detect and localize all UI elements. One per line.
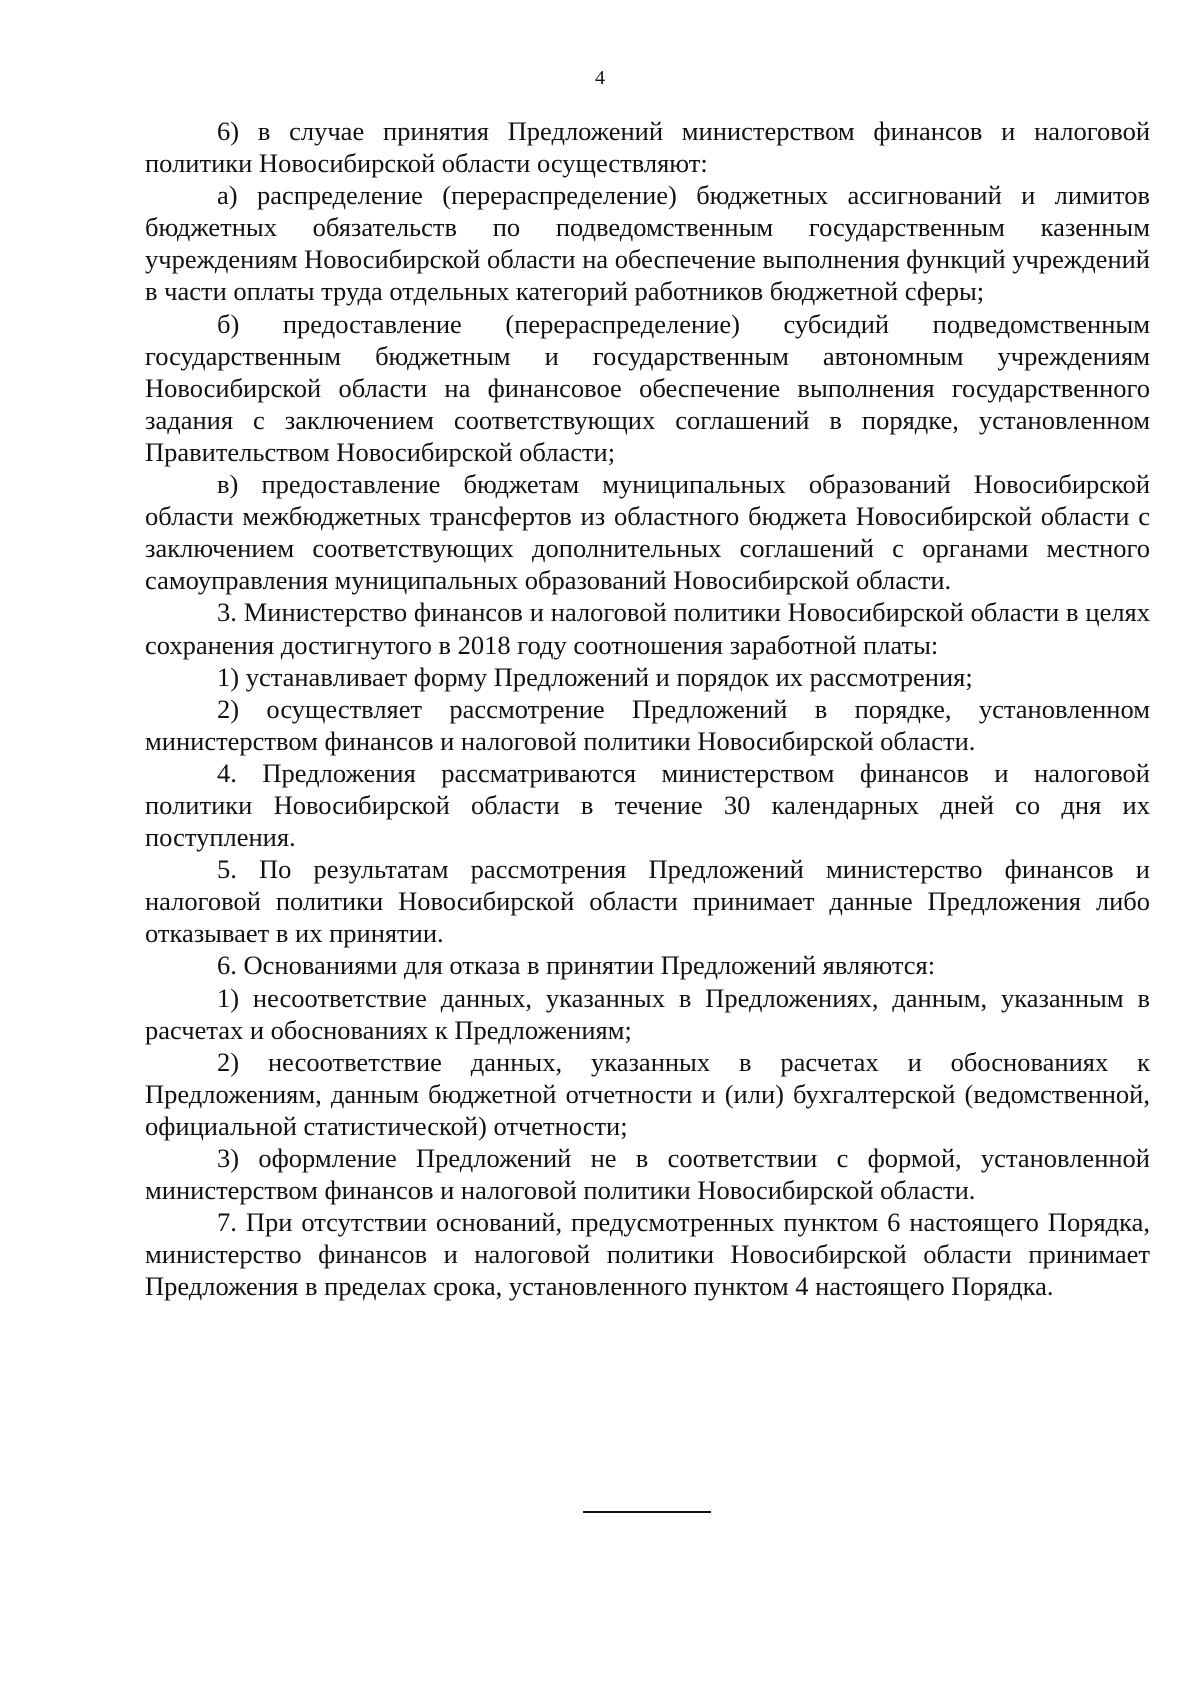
paragraph-6-1: 1) несоответствие данных, указанных в Предложениях, данным, указанным в расчетах и обоснованиях к Предложениям; bbox=[145, 982, 1150, 1045]
paragraph-6-2: 2) несоответствие данных, указанных в расчетах и обоснованиях к Предложениям, данным бюджетной отчетности и (или) бухгалтерской (ведомственной, официальной статистической) отчетности; bbox=[145, 1046, 1150, 1141]
paragraph-6b-v: в) предоставление бюджетам муниципальных образований Новосибирской области межбюджетных трансфертов из областного бюджета Новосибирской области с заключением соответствующих дополнительных соглашений с органами местного самоуправления муниципальных образований Новосибирской области. bbox=[145, 469, 1150, 596]
paragraph-5: 5. По результатам рассмотрения Предложений министерство финансов и налоговой политики Новосибирской области принимает данные Предложения либо отказывает в их принятии. bbox=[145, 854, 1150, 949]
page-number: 4 bbox=[595, 67, 605, 89]
paragraph-6: 6. Основаниями для отказа в принятии Предложений являются: bbox=[217, 950, 936, 981]
paragraph-6-3: 3) оформление Предложений не в соответствии с формой, установленной министерством финансов и налоговой политики Новосибирской области. bbox=[145, 1143, 1150, 1206]
paragraph-3: 3. Министерство финансов и налоговой политики Новосибирской области в целях сохранения достигнутого в 2018 году соотношения заработной платы: bbox=[145, 597, 1150, 660]
paragraph-3-2: 2) осуществляет рассмотрение Предложений в порядке, установленном министерством финансов и налоговой политики Новосибирской области. bbox=[145, 693, 1150, 756]
paragraph-3-1: 1) устанавливает форму Предложений и порядок их рассмотрения; bbox=[217, 661, 973, 692]
document-body bbox=[145, 115, 1150, 1302]
paragraph-4: 4. Предложения рассматриваются министерством финансов и налоговой политики Новосибирской области в течение 30 календарных дней со дня их поступления. bbox=[145, 757, 1150, 853]
paragraph-6b-intro: 6) в случае принятия Предложений министерством финансов и налоговой политики Новосибирской области осуществляют: bbox=[145, 116, 1150, 179]
paragraph-6b-a: а) распределение (перераспределение) бюджетных ассигнований и лимитов бюджетных обязательств по подведомственным государственным казенным учреждениям Новосибирской области на обеспечение выполнения функций учреждений в части оплаты труда отдельных категорий работников бюджетной сферы; bbox=[145, 180, 1150, 307]
end-of-document-rule bbox=[583, 1511, 711, 1513]
paragraph-6b-b: б) предоставление (перераспределение) субсидий подведомственным государственным бюджетным и государственным автономным учреждениям Новосибирской области на финансовое обеспечение выполнения государственного задания с заключением соответствующих соглашений в порядке, установленном Правительством Новосибирской области; bbox=[145, 308, 1150, 467]
paragraph-7: 7. При отсутствии оснований, предусмотренных пунктом 6 настоящего Порядка, министерство финансов и налоговой политики Новосибирской области принимает Предложения в пределах срока, установленного пунктом 4 настоящего Порядка. bbox=[145, 1207, 1150, 1302]
